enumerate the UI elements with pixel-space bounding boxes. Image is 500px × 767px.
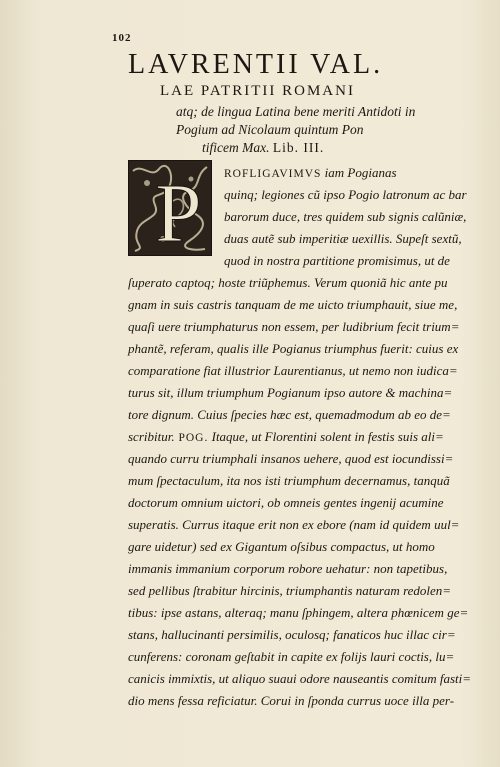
body-line (128, 560, 486, 578)
title-line-2: Pogium ad Nicolaum quintum Pon (176, 122, 364, 137)
body-line-text: phantẽ, referam, qualis ille Pogianus triumphus fuerit: cuius ex (128, 341, 459, 356)
small-caps-text: ROFLIGAVIMVS (224, 168, 322, 180)
body-line (128, 692, 486, 710)
body-line (128, 538, 486, 556)
body-line-text: duas autẽ sub imperitiæ uexillis. Supeſt sextũ, (224, 231, 462, 246)
title-line-3-text: tificem Max. (202, 140, 270, 155)
body-line-text: immanis immanium corporum robore uehatur: non tapetibus, (128, 561, 448, 576)
body-line-text: canicis immixtis, ut aliquo suaui odore nauseantis comitum fasti= (128, 671, 472, 686)
body-line-text: superatis. Currus itaque erit non ex ebore (nam id quidem uul= (128, 517, 460, 532)
body-line (128, 626, 486, 644)
decorated-initial-letter (128, 160, 212, 256)
body-line (224, 252, 486, 270)
title-line-1: atq; de lingua Latina bene meriti Antidoti in (176, 104, 416, 119)
body-line-text: quod in nostra partitione promisimus, ut de (224, 253, 450, 268)
body-line-text: mum ſpectaculum, ita nos isti triumphum decernamus, tanquã (128, 473, 450, 488)
body-line-rest: Itaque, ut Florentini solent in festis suis ali= (208, 429, 444, 444)
body-line (224, 208, 486, 226)
body-line-text: quinq; legiones cũ ipso Pogio latronum ac bar (224, 187, 467, 202)
body-line-text: tibus: ipse astans, alteraq; manu ſphingem, altera phœnicem ge= (128, 605, 469, 620)
body-line-text: stans, hallucinanti persimilis, oculosq; fanaticos huc illac cir= (128, 627, 456, 642)
body-line-text: gare uidetur) sed ex Gigantum oſsibus compactus, ut homo (128, 539, 435, 554)
body-line (128, 384, 486, 402)
ornament-illustration (129, 161, 211, 255)
small-caps-text: POG. (174, 432, 209, 444)
body-line (128, 428, 486, 447)
body-line-text: quando curru triumphali insanos uehere, quod est iocundissi= (128, 451, 454, 466)
body-line (128, 318, 486, 336)
body-line-text: sed pellibus ſtrabitur hircinis, triumphantis naturam redolen= (128, 583, 452, 598)
body-line (128, 450, 486, 468)
body-line (128, 604, 486, 622)
title-line-3 (202, 139, 324, 157)
body-line-text: tore dignum. Cuius ſpecies hæc est, quemadmodum ab eo de= (128, 407, 451, 422)
body-line (224, 186, 486, 204)
body-line (128, 274, 486, 292)
body-line-text: turus sit, illum triumphum Pogianum ipso autore & machina= (128, 385, 453, 400)
body-line (128, 670, 486, 688)
body-line-text: comparatione fiat illustrior Laurentianus, ut nemo non iudica= (128, 363, 458, 378)
body-line-text: barorum duce, tres quidem sub signis calũniæ, (224, 209, 467, 224)
page-subtitle: LAE PATRITII ROMANI (160, 83, 355, 99)
initial-letter-text: P (155, 167, 202, 255)
body-line-text: gnam in suis castris tanquam de me uicto triumphauit, siue me, (128, 297, 458, 312)
body-line (128, 494, 486, 512)
body-line (128, 406, 486, 424)
body-line-text: cunferens: coronam geſtabit in capite ex folijs lauri coctis, lu= (128, 649, 455, 664)
body-line-text: quaſi uere triumphaturus non essem, per ludibrium fecit trium= (128, 319, 460, 334)
body-line-rest: iam Pogianas (321, 165, 397, 180)
body-line (128, 516, 486, 534)
body-line (128, 362, 486, 380)
body-line (224, 230, 486, 248)
body-line (224, 164, 486, 183)
body-line (128, 648, 486, 666)
body-line-text: dio mens fessa reficiatur. Corui in ſponda currus uoce illa per- (128, 693, 455, 708)
page-title: LAVRENTII VAL. (128, 49, 384, 80)
body-line-text: ſuperato captoq; hoste triũphemus. Verum quoniã hic ante pu (128, 275, 448, 290)
body-line (128, 472, 486, 490)
body-line (128, 582, 486, 600)
body-line (128, 340, 486, 358)
body-line-text: scribitur. (128, 429, 175, 444)
body-line-text: doctorum omnium uictori, ob omneis gentes ingenij acumine (128, 495, 444, 510)
body-line (128, 296, 486, 314)
book-number: Lib. III. (272, 140, 325, 155)
page-number: 102 (112, 32, 132, 44)
